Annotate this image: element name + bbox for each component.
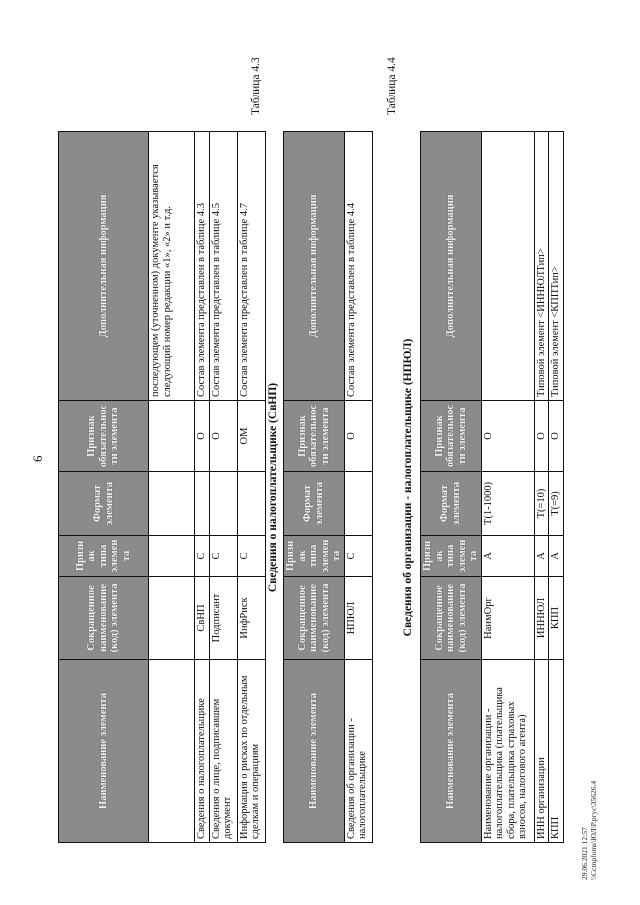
header-name: Наименование элемента	[59, 660, 149, 843]
cell-code: СвНП	[195, 577, 210, 660]
cell-format: T(=10)	[534, 472, 549, 536]
header-type: Признак типа элемента	[284, 536, 345, 577]
cell-required: О	[209, 401, 237, 472]
cell-code	[149, 577, 195, 660]
footer-timestamp: 29.06.2021 12:57	[580, 827, 589, 880]
cell-type: С	[237, 536, 265, 577]
cell-info: Типовой элемент <ИННЮЛТип>	[534, 132, 549, 401]
footer-file-path: \\Ccmpfoms\ЮЛ\Р.ргус\35626.4	[589, 780, 598, 880]
cell-info: Состав элемента представлен в таблице 4.5	[209, 132, 237, 401]
cell-info	[481, 132, 534, 401]
cell-name: Сведения о лице, подписавшем документ	[209, 660, 237, 843]
table-row	[534, 132, 549, 843]
cell-name	[149, 660, 195, 843]
header-type: Признак типа элемента	[59, 536, 149, 577]
taxpayer-info-table	[283, 131, 373, 843]
cell-name: Информация о рисках по отдельным сделкам и операциям	[237, 660, 265, 843]
header-code: Сокращенное наименование (код) элемента	[421, 577, 482, 660]
header-required: Признак обязательности элемента	[59, 401, 149, 472]
cell-code: НаимОрг	[481, 577, 534, 660]
cell-format	[237, 472, 265, 536]
cell-type: А	[481, 536, 534, 577]
header-code: Сокращенное наименование (код) элемента	[284, 577, 345, 660]
cell-type: С	[195, 536, 210, 577]
cell-code: ИнфРиск	[237, 577, 265, 660]
header-name: Наименование элемента	[421, 660, 482, 843]
cell-name: Сведения о налогоплательщике	[195, 660, 210, 843]
table-4-3-title: Сведения о налогоплательщике (СвНП)	[267, 382, 279, 593]
cell-code: КПП	[549, 577, 564, 660]
table-header-row	[284, 132, 345, 843]
table-header-row	[421, 132, 482, 843]
cell-required: ОМ	[237, 401, 265, 472]
cell-required: О	[195, 401, 210, 472]
table-row	[237, 132, 265, 843]
header-required: Признак обязательности элемента	[421, 401, 482, 472]
header-info: Дополнительная информация	[59, 132, 149, 401]
cell-type: С	[344, 536, 372, 577]
cell-info: Состав элемента представлен в таблице 4.7	[237, 132, 265, 401]
elements-table-continued	[58, 131, 266, 843]
table-4-3-caption: Таблица 4.3	[250, 57, 262, 115]
cell-type	[149, 536, 195, 577]
cell-info: последующем (уточненном) документе указывается следующий номер редакции «1», «2» и т.д.	[149, 132, 195, 401]
cell-format	[209, 472, 237, 536]
table-4-4-title: Сведения об организации - налогоплательщике (НПЮЛ)	[402, 338, 414, 637]
cell-type: А	[549, 536, 564, 577]
header-code: Сокращенное наименование (код) элемента	[59, 577, 149, 660]
cell-code: ИННЮЛ	[534, 577, 549, 660]
header-format: Формат элемента	[284, 472, 345, 536]
header-required: Признак обязательности элемента	[284, 401, 345, 472]
cell-required: О	[534, 401, 549, 472]
table-row	[209, 132, 237, 843]
cell-code: Подписант	[209, 577, 237, 660]
table-row	[549, 132, 564, 843]
table-row	[344, 132, 372, 843]
cell-type: С	[209, 536, 237, 577]
table-4-4-caption: Таблица 4.4	[386, 57, 398, 115]
cell-format: T(1-1000)	[481, 472, 534, 536]
organization-info-table	[420, 131, 564, 843]
cell-required: О	[344, 401, 372, 472]
cell-name: КПП	[549, 660, 564, 843]
cell-info: Типовой элемент <КППТип>	[549, 132, 564, 401]
cell-code: НПЮЛ	[344, 577, 372, 660]
document-footer	[580, 781, 598, 880]
cell-format	[195, 472, 210, 536]
cell-format	[149, 472, 195, 536]
header-name: Наименование элемента	[284, 660, 345, 843]
page-number: 6	[30, 455, 45, 462]
cell-info: Состав элемента представлен в таблице 4.3	[195, 132, 210, 401]
header-format: Формат элемента	[421, 472, 482, 536]
cell-format: T(=9)	[549, 472, 564, 536]
header-info: Дополнительная информация	[421, 132, 482, 401]
header-info: Дополнительная информация	[284, 132, 345, 401]
cell-type: А	[534, 536, 549, 577]
cell-required: О	[549, 401, 564, 472]
table-row	[481, 132, 534, 843]
cell-required	[149, 401, 195, 472]
cell-name: Сведения об организации - налогоплательщике	[344, 660, 372, 843]
cell-format	[344, 472, 372, 536]
cell-name: Наименование организации - налогоплательщика (плательщика сбора, плательщика страховых взносов, налогового агента)	[481, 660, 534, 843]
header-type: Признак типа элемента	[421, 536, 482, 577]
cell-name: ИНН организации	[534, 660, 549, 843]
table-row	[195, 132, 210, 843]
table-row	[149, 132, 195, 843]
cell-info: Состав элемента представлен в таблице 4.4	[344, 132, 372, 401]
table-header-row	[59, 132, 149, 843]
header-format: Формат элемента	[59, 472, 149, 536]
cell-required: О	[481, 401, 534, 472]
